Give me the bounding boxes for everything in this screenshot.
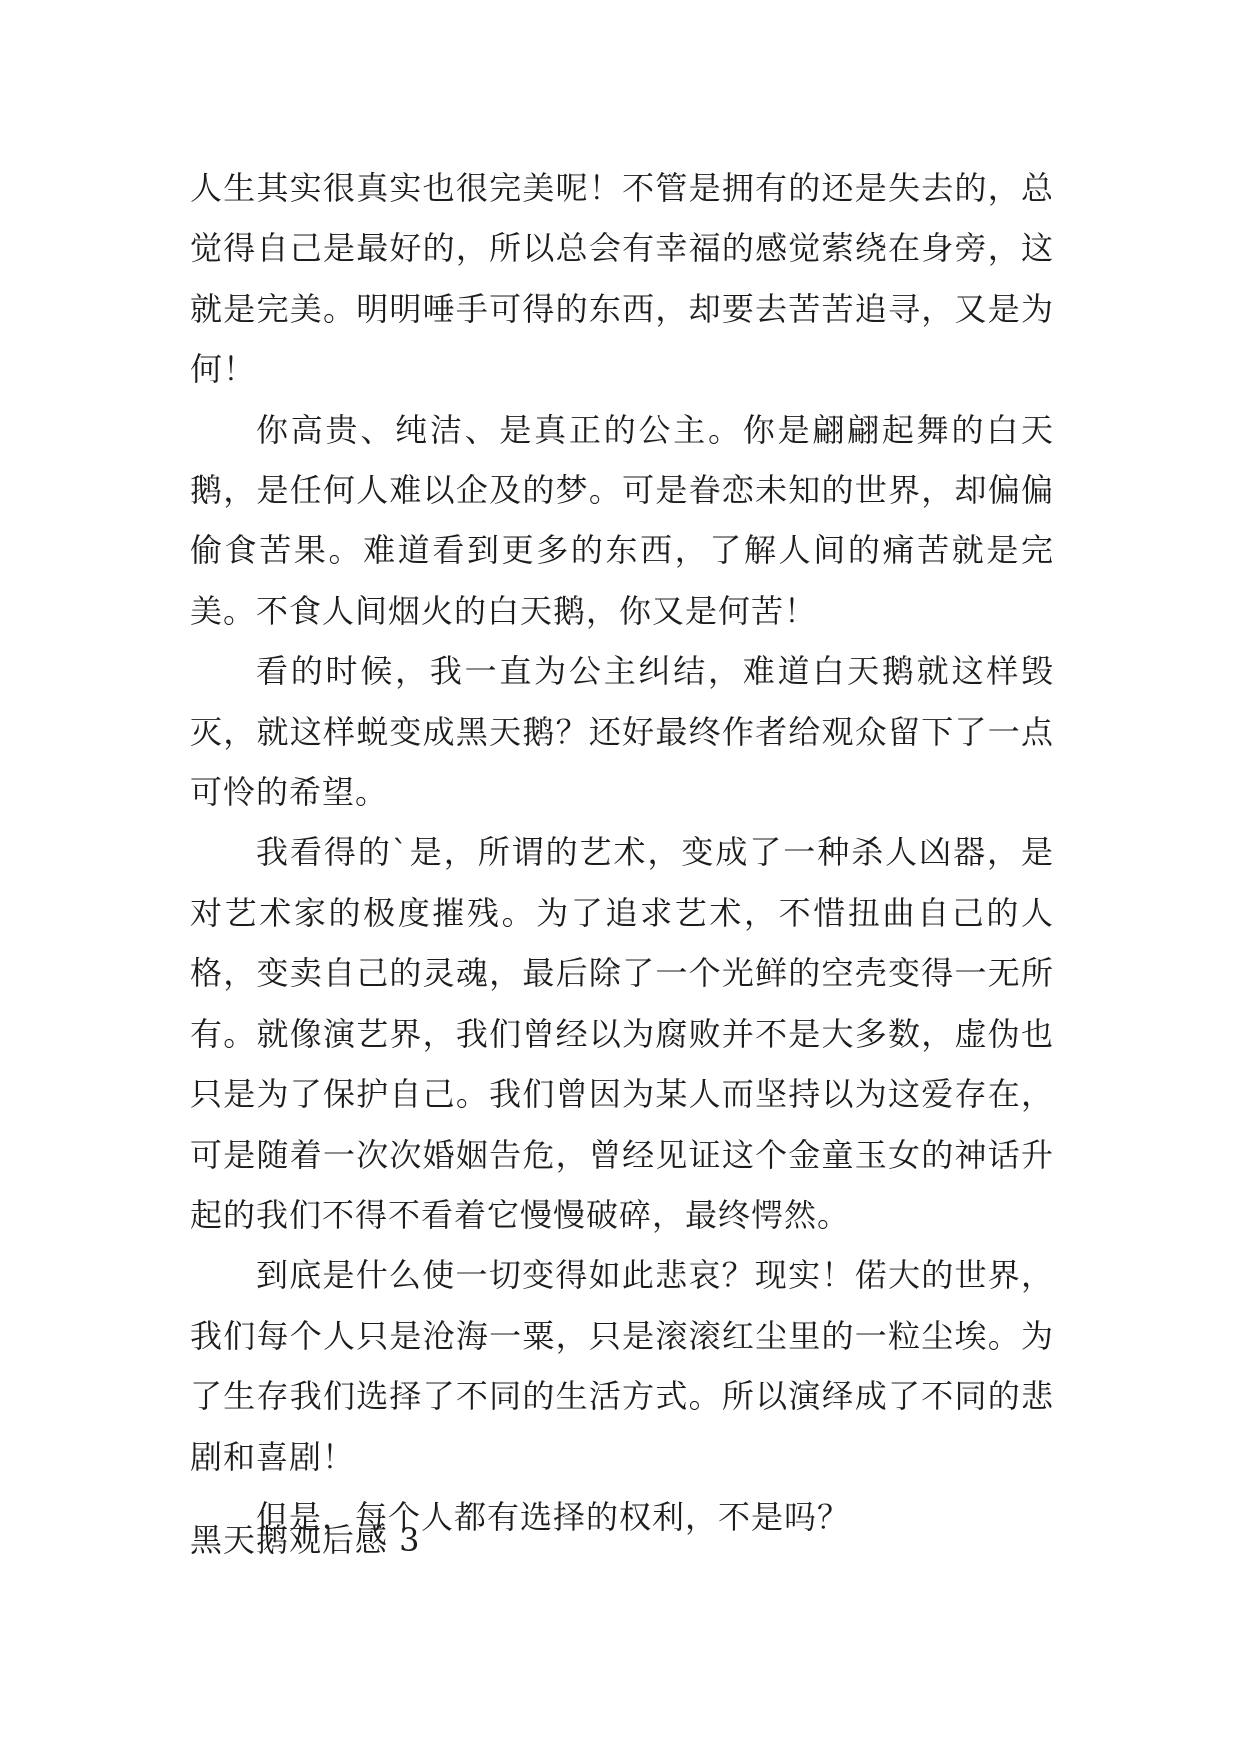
paragraph-5: 到底是什么使一切变得如此悲哀？现实！偌大的世界，我们每个人只是沧海一粟，只是滚滚红尘里的一粒尘埃。为了生存我们选择了不同的生活方式。所以演绎成了不同的悲剧和喜剧！ bbox=[190, 1256, 1054, 1476]
paragraph-6: 但是，每个人都有选择的权利，不是吗？ bbox=[256, 1497, 851, 1536]
section-heading: 黑天鹅观后感 3 bbox=[190, 1521, 421, 1559]
paragraph-3: 看的时候，我一直为公主纠结，难道白天鹅就这样毁灭，就这样蜕变成黑天鹅？还好最终作者给观众留下了一点可怜的希望。 bbox=[190, 652, 1054, 812]
paragraph-4: 我看得的`是，所谓的艺术，变成了一种杀人凶器，是对艺术家的极度摧残。为了追求艺术，不惜扭曲自己的人格，变卖自己的灵魂，最后除了一个光鲜的空壳变得一无所有。就像演艺界，我们曾经以为腐败并不是大多数，虚伪也只是为了保护自己。我们曾因为某人而坚持以为这爱存在，可是随着一次次婚姻告危，曾经见证这个金童玉女的神话升起的我们不得不看着它慢慢破碎，最终愕然。 bbox=[190, 833, 1054, 1234]
paragraph-1: 人生其实很真实也很完美呢！不管是拥有的还是失去的，总觉得自己是最好的，所以总会有幸福的感觉萦绕在身旁，这就是完美。明明唾手可得的东西，却要去苦苦追寻，又是为何！ bbox=[190, 169, 1054, 389]
document-body bbox=[190, 158, 1054, 1547]
paragraph-2: 你高贵、纯洁、是真正的公主。你是翩翩起舞的白天鹅，是任何人难以企及的梦。可是眷恋未知的世界，却偏偏偷食苦果。难道看到更多的东西，了解人间的痛苦就是完美。不食人间烟火的白天鹅，你又是何苦！ bbox=[190, 410, 1054, 630]
